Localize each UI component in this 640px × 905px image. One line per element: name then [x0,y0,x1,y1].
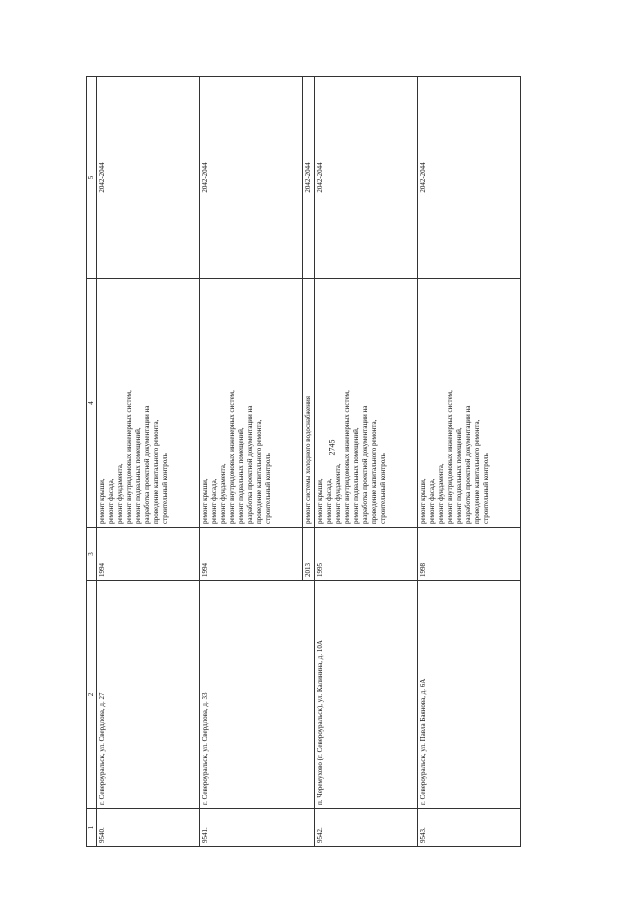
period-cell [200,77,303,279]
work-item: ремонт крыши, [316,478,324,524]
column-header-3: 3 [87,528,97,581]
repair-schedule-table [86,76,521,847]
period-cell [315,77,418,279]
work-item: ремонт подвальных помещений, [455,427,463,524]
work-item: проведение капитального ремонта, [473,419,481,524]
work-item: ремонт фундамента, [116,463,124,524]
row-number: 9541. [200,809,315,847]
address-cell: п. Черемухово (г. Североуральск), ул. Калинина, д. 10А [315,581,418,809]
work-item: ремонт подвальных помещений, [134,427,142,524]
page-number: 2745 [327,439,337,456]
works-cell [315,279,418,528]
period-value: 2042-2044 [304,162,312,193]
column-header-2: 2 [87,581,97,809]
work-item: строительный контроль [482,453,490,524]
work-item: ремонт внутридомовых инженерных систем, [446,390,454,524]
row-number: 9543. [418,809,521,847]
work-item: ремонт фасада, [428,478,436,524]
row-number: 9540. [97,809,200,847]
works-cell [200,279,303,528]
works-cell [418,279,521,528]
column-header-1: 1 [87,809,97,847]
work-item: ремонт фундамента, [219,463,227,524]
work-item: строительный контроль [264,453,272,524]
table-header-row [87,77,97,847]
period-value: 2042-2044 [316,162,324,193]
work-item: ремонт фасада, [210,478,218,524]
work-item: ремонт фундамента, [334,463,342,524]
work-item: проведение капитального ремонта, [255,419,263,524]
column-header-4: 4 [87,279,97,528]
work-item: разработка проектной документации на [361,405,369,524]
period-cell [303,77,315,279]
work-item: ремонт системы холодного водоснабжения [304,396,312,524]
address-cell: г. Североуральск, ул. Павла Баянова, д. 6А [418,581,521,809]
work-item: проведение капитального ремонта, [152,419,160,524]
table-row [200,77,303,847]
period-value: 2042-2044 [98,162,106,193]
work-item: строительный контроль [379,453,387,524]
year-cell: 2013 [303,528,315,581]
works-cell [303,279,315,528]
rotated-table-container [86,77,526,847]
work-item: ремонт внутридомовых инженерных систем, [343,390,351,524]
work-item: ремонт подвальных помещений, [352,427,360,524]
address-cell: г. Североуральск, ул. Свердлова, д. 27 [97,581,200,809]
row-number: 9542. [315,809,418,847]
year-cell: 1994 [200,528,303,581]
work-item: проведение капитального ремонта, [370,419,378,524]
work-item: ремонт крыши, [201,478,209,524]
works-cell [97,279,200,528]
work-item: разработка проектной документации на [246,405,254,524]
year-cell: 1998 [418,528,521,581]
work-item: строительный контроль [161,453,169,524]
work-item: ремонт внутридомовых инженерных систем, [125,390,133,524]
column-header-5: 5 [87,77,97,279]
work-item: ремонт крыши, [419,478,427,524]
work-item: разработка проектной документации на [143,405,151,524]
work-item: ремонт фасада, [107,478,115,524]
table-row [97,77,200,847]
work-item: ремонт крыши, [98,478,106,524]
work-item: ремонт фасада, [325,478,333,524]
address-cell: г. Североуральск, ул. Свердлова, д. 33 [200,581,315,809]
table-row [418,77,521,847]
work-item: ремонт подвальных помещений, [237,427,245,524]
year-cell: 1994 [97,528,200,581]
period-value: 2042-2044 [201,162,209,193]
period-cell [418,77,521,279]
work-item: ремонт фундамента, [437,463,445,524]
period-value: 2042-2044 [419,162,427,193]
table-row [315,77,418,847]
work-item: разработка проектной документации на [464,405,472,524]
work-item: ремонт внутридомовых инженерных систем, [228,390,236,524]
year-cell: 1995 [315,528,418,581]
period-cell [97,77,200,279]
